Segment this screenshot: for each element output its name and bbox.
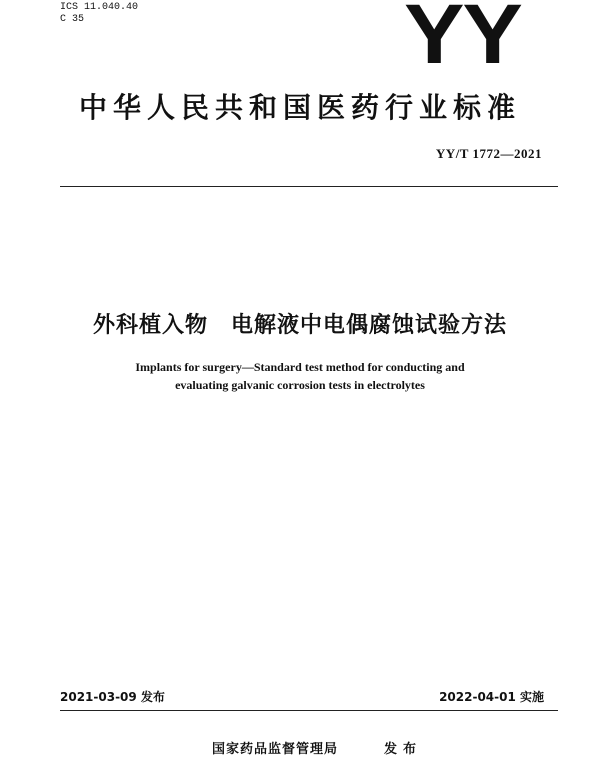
bottom-divider xyxy=(60,710,558,711)
implementation-date: 2022-04-01 实施 xyxy=(439,690,544,704)
ccs-code: C 35 xyxy=(60,14,85,25)
issue-date: 2021-03-09 发布 xyxy=(60,690,165,704)
english-title-line-1: Implants for surgery—Standard test method for conducting and xyxy=(135,360,465,374)
standard-number: YY/T 1772—2021 xyxy=(435,146,542,161)
yy-logo: YY xyxy=(404,0,521,81)
issued-label: 发布 xyxy=(384,742,423,757)
issuing-authority: 国家药品监督管理局 xyxy=(212,742,339,757)
english-title-line-2: evaluating galvanic corrosion tests in electrolytes xyxy=(175,378,425,392)
standard-category-title: 中华人民共和国医药行业标准 xyxy=(78,91,521,124)
top-divider xyxy=(60,186,558,187)
ics-code: ICS 11.040.40 xyxy=(60,2,139,13)
classification-codes xyxy=(60,2,138,26)
document-title-chinese: 外科植入物 电解液中电偶腐蚀试验方法 xyxy=(92,313,507,338)
document-title-english xyxy=(0,358,600,394)
